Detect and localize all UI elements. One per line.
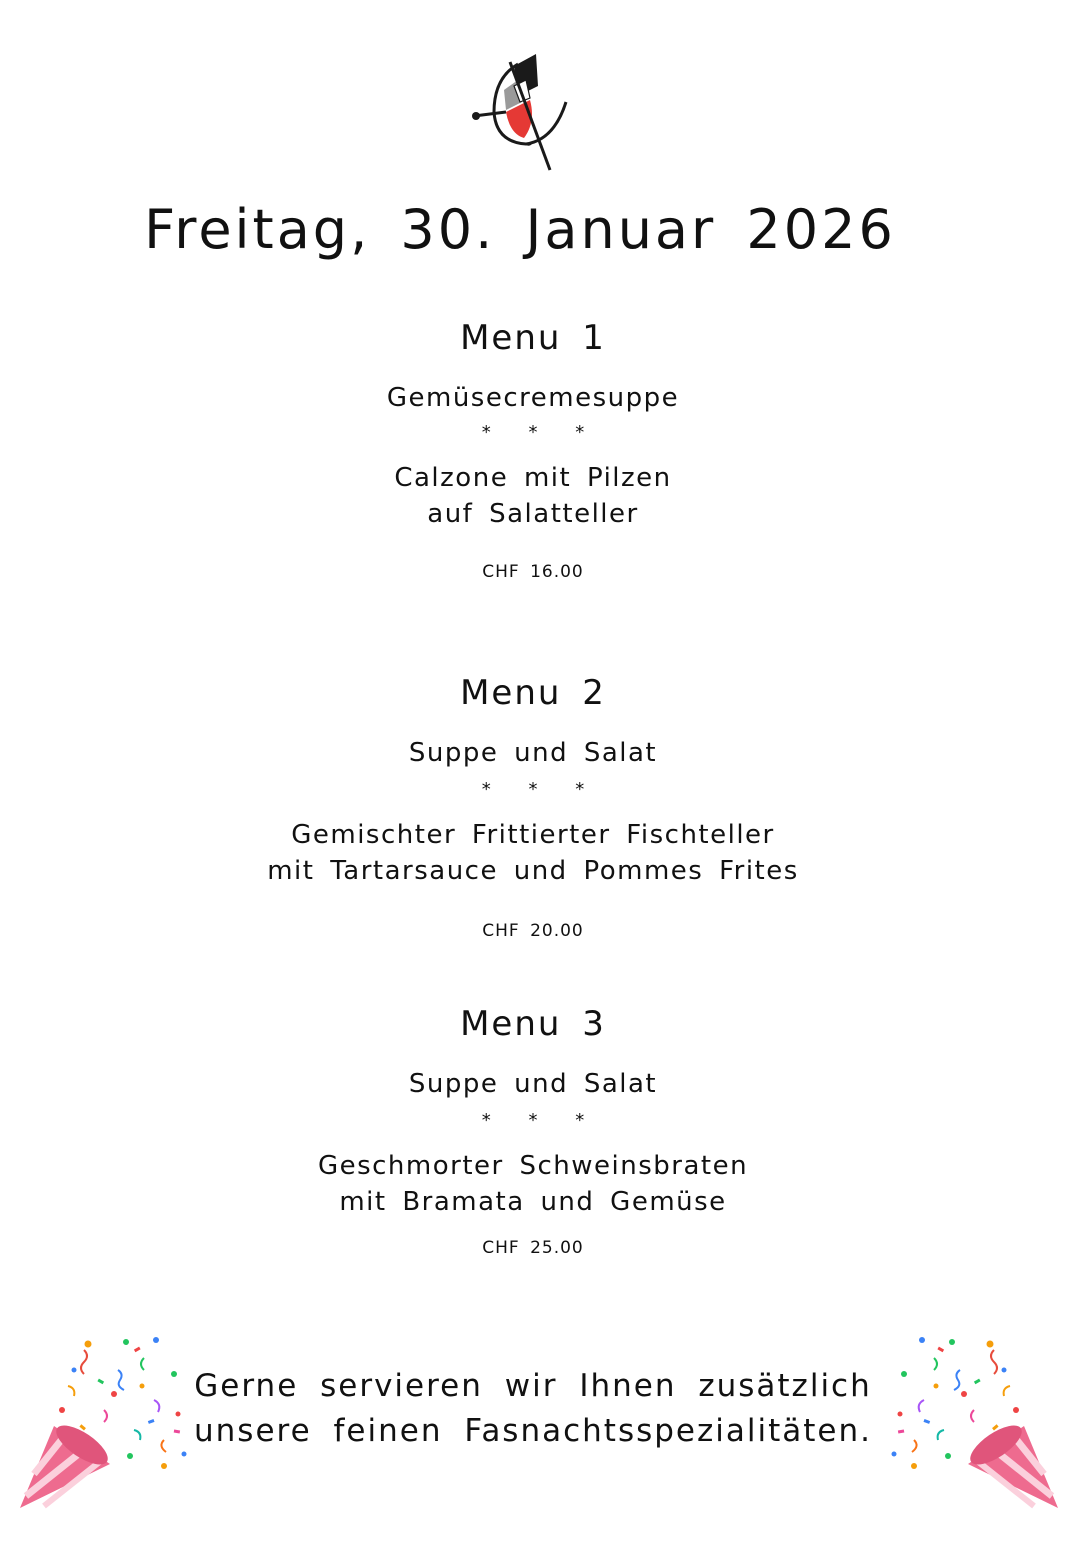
menu-main-line1: Calzone mit Pilzen xyxy=(394,463,672,493)
menu-title: Menu 3 xyxy=(460,1004,606,1044)
fasnacht-logo-icon xyxy=(466,50,576,174)
menu-section-2 xyxy=(0,671,1066,943)
menu-price: CHF 16.00 xyxy=(482,562,584,582)
menu-starter: Suppe und Salat xyxy=(408,738,658,768)
menu-main-line1: Geschmorter Schweinsbraten xyxy=(317,1151,749,1181)
menu-title: Menu 2 xyxy=(460,673,606,713)
menu-main-line1: Gemischter Frittierter Fischteller xyxy=(291,820,775,850)
page-title-date: Freitag, 30. Januar 2026 xyxy=(144,198,896,261)
menu-title: Menu 1 xyxy=(460,318,606,358)
menu-starter: Gemüsecremesuppe xyxy=(386,383,680,413)
menu-separator: * * * xyxy=(481,779,601,800)
menu-price: CHF 25.00 xyxy=(482,1238,584,1258)
menu-separator: * * * xyxy=(481,1110,601,1131)
menu-section-3 xyxy=(0,1002,1066,1260)
menu-main-line2: mit Tartarsauce und Pommes Frites xyxy=(267,856,799,886)
menu-starter: Suppe und Salat xyxy=(408,1069,658,1099)
footer-note xyxy=(0,1364,1066,1454)
menu-main-line2: mit Bramata und Gemüse xyxy=(339,1187,727,1217)
menu-price: CHF 20.00 xyxy=(482,921,584,941)
footer-line-1: Gerne servieren wir Ihnen zusätzlich xyxy=(194,1368,872,1404)
menu-section-1 xyxy=(0,316,1066,584)
menu-main-line2: auf Salatteller xyxy=(427,499,639,529)
footer-line-2: unsere feinen Fasnachtsspezialitäten. xyxy=(194,1413,872,1449)
menu-separator: * * * xyxy=(481,422,601,443)
